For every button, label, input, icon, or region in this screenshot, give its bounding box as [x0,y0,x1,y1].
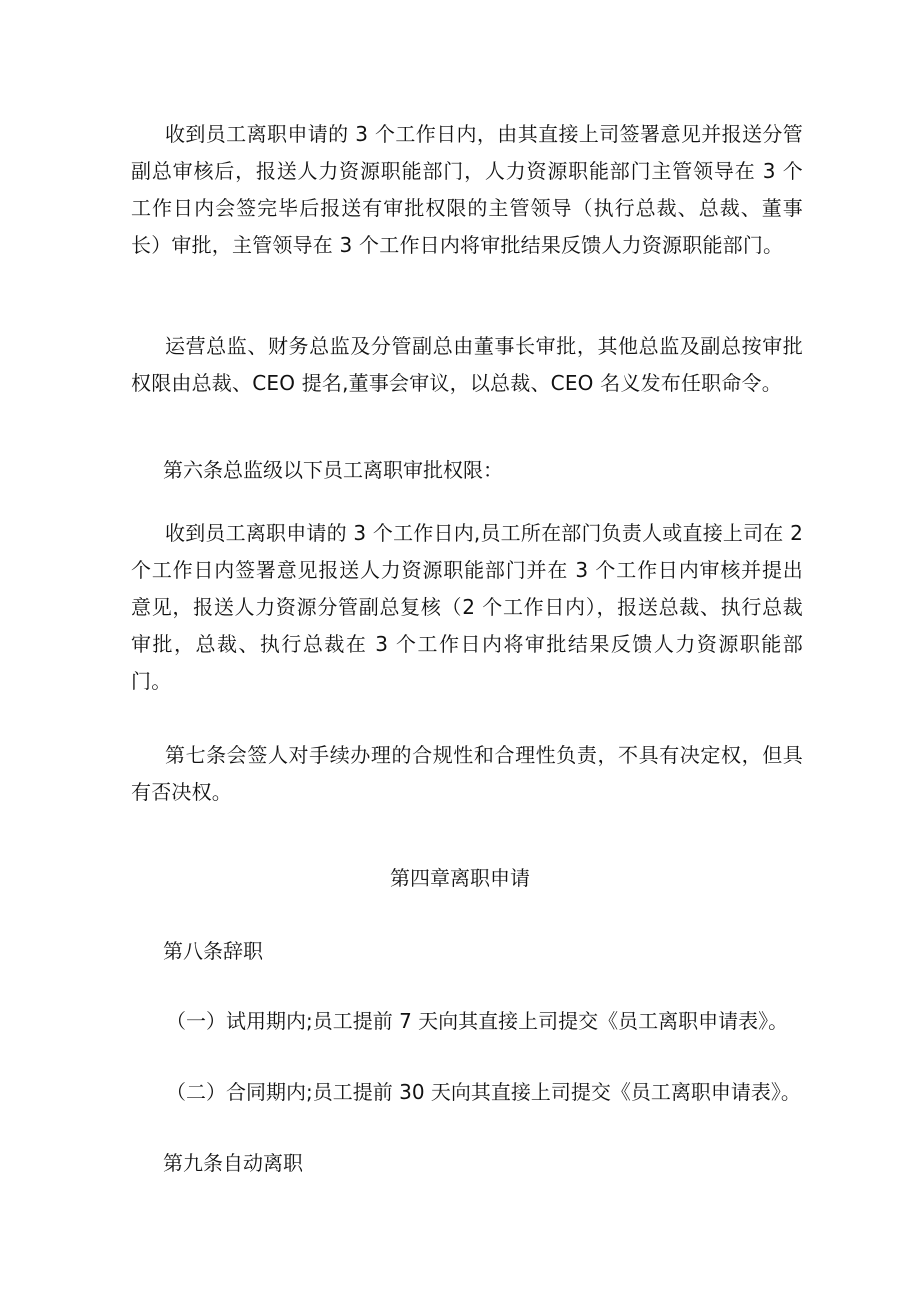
article-8-title: 第八条辞职 [163,939,263,963]
article-8-item-1: （一）试用期内;员工提前 7 天向其直接上司提交《员工离职申请表》。 [166,1009,789,1033]
paragraph-director-approval: 运营总监、财务总监及分管副总由董事长审批，其他总监及副总按审批权限由总裁、CEO 提名,董事会审议，以总裁、CEO 名义发布任职命令。 [131,334,803,395]
article-9-title: 第九条自动离职 [163,1151,303,1175]
paragraph-article-7: 第七条会签人对手续办理的合规性和合理性负责，不具有决定权，但具有否决权。 [131,743,803,804]
article-6-title: 第六条总监级以下员工离职审批权限： [163,458,503,482]
paragraph-staff-approval: 收到员工离职申请的 3 个工作日内,员工所在部门负责人或直接上司在 2 个工作日内签署意见报送人力资源职能部门并在 3 个工作日内审核并提出意见，报送人力资源分管副总复核（2 个工作日内），报送总裁、执行总裁审批，总裁、执行总裁在 3 个工作日内将审批结果反馈人力资源职能部门。 [131,521,803,693]
paragraph-approval-process: 收到员工离职申请的 3 个工作日内，由其直接上司签署意见并报送分管副总审核后，报送人力资源职能部门，人力资源职能部门主管领导在 3 个工作日内会签完毕后报送有审批权限的主管领导（执行总裁、总裁、董事长）审批，主管领导在 3 个工作日内将审批结果反馈人力资源职能部门。 [131,122,803,257]
article-8-item-2: （二）合同期内;员工提前 30 天向其直接上司提交《员工离职申请表》。 [166,1080,801,1104]
chapter-title: 第四章离职申请 [390,866,530,890]
